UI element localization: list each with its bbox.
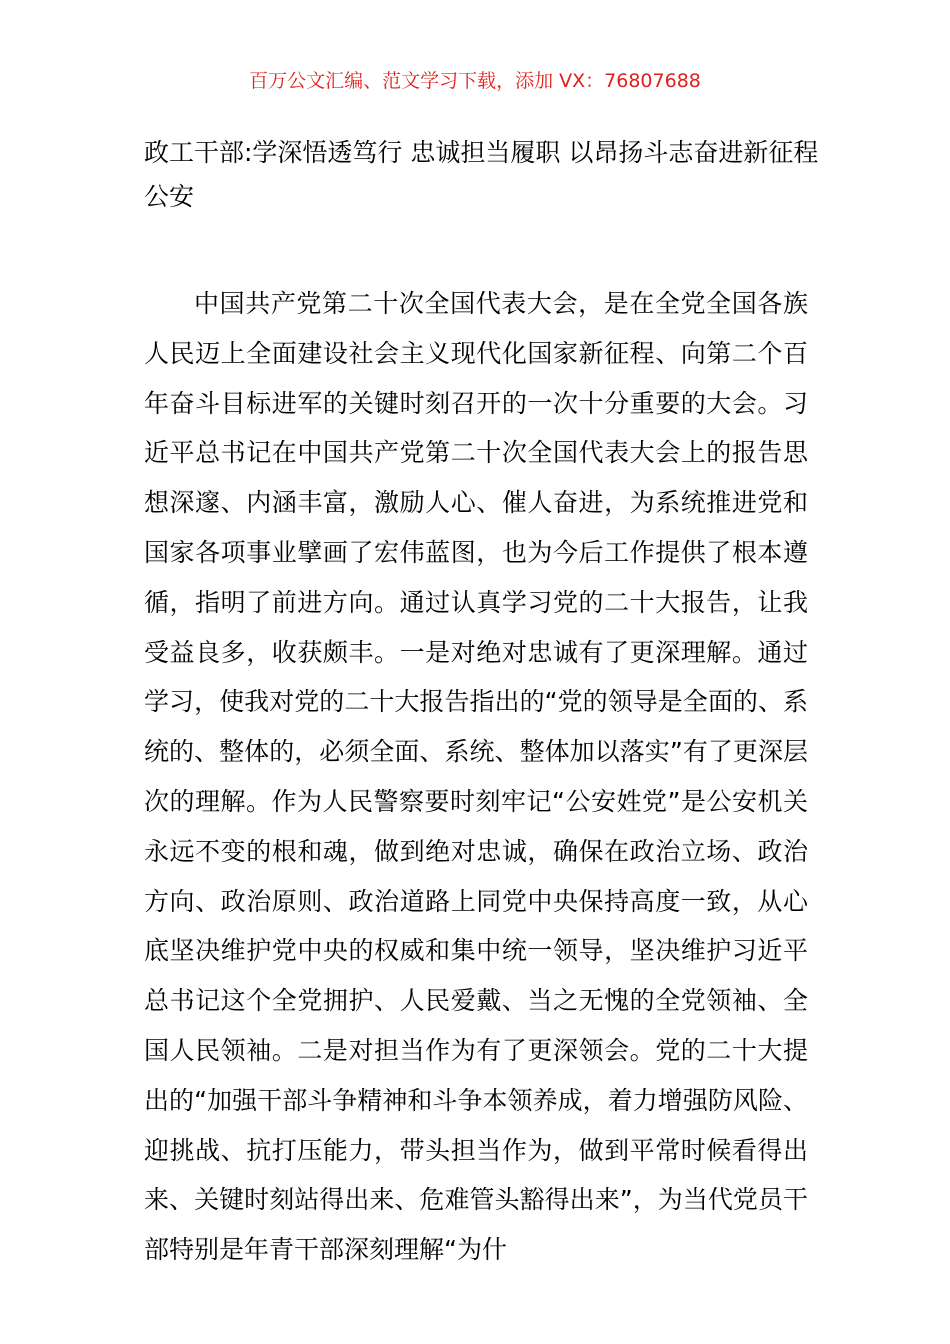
document-title: 政工干部:学深悟透笃行 忠诚担当履职 以昂扬斗志奋进新征程公安 <box>144 138 819 211</box>
document-body-paragraph: 中国共产党第二十次全国代表大会，是在全党全国各族人民迈上全面建设社会主义现代化国家新征程、向第二个百年奋斗目标进军的关键时刻召开的一次十分重要的大会。习近平总书记在中国共产党第二十次全国代表大会上的报告思想深邃、内涵丰富，激励人心、催人奋进，为系统推进党和国家各项事业擘画了宏伟蓝图，也为今后工作提供了根本遵循，指明了前进方向。通过认真学习党的二十大报告，让我受益良多，收获颇丰。一是对绝对忠诚有了更深理解。通过学习，使我对党的二十大报告指出的“党的领导是全面的、系统的、整体的，必须全面、系统、整体加以落实”有了更深层次的理解。作为人民警察要时刻牢记“公安姓党”是公安机关永远不变的根和魂，做到绝对忠诚，确保在政治立场、政治方向、政治原则、政治道路上同党中央保持高度一致，从心底坚决维护党中央的权威和集中统一领导，坚决维护习近平总书记这个全党拥护、人民爱戴、当之无愧的全党领袖、全国人民领袖。二是对担当作为有了更深领会。党的二十大提出的“加强干部斗争精神和斗争本领养成，着力增强防风险、迎挑战、抗打压能力，带头担当作为，做到平常时候看得出来、关键时刻站得出来、危难管头豁得出来”，为当代党员干部特别是年青干部深刻理解“为什 <box>144 289 808 1265</box>
header-notice: 百万公文汇编、范文学习下载，添加 VX：76807688 <box>249 70 701 92</box>
